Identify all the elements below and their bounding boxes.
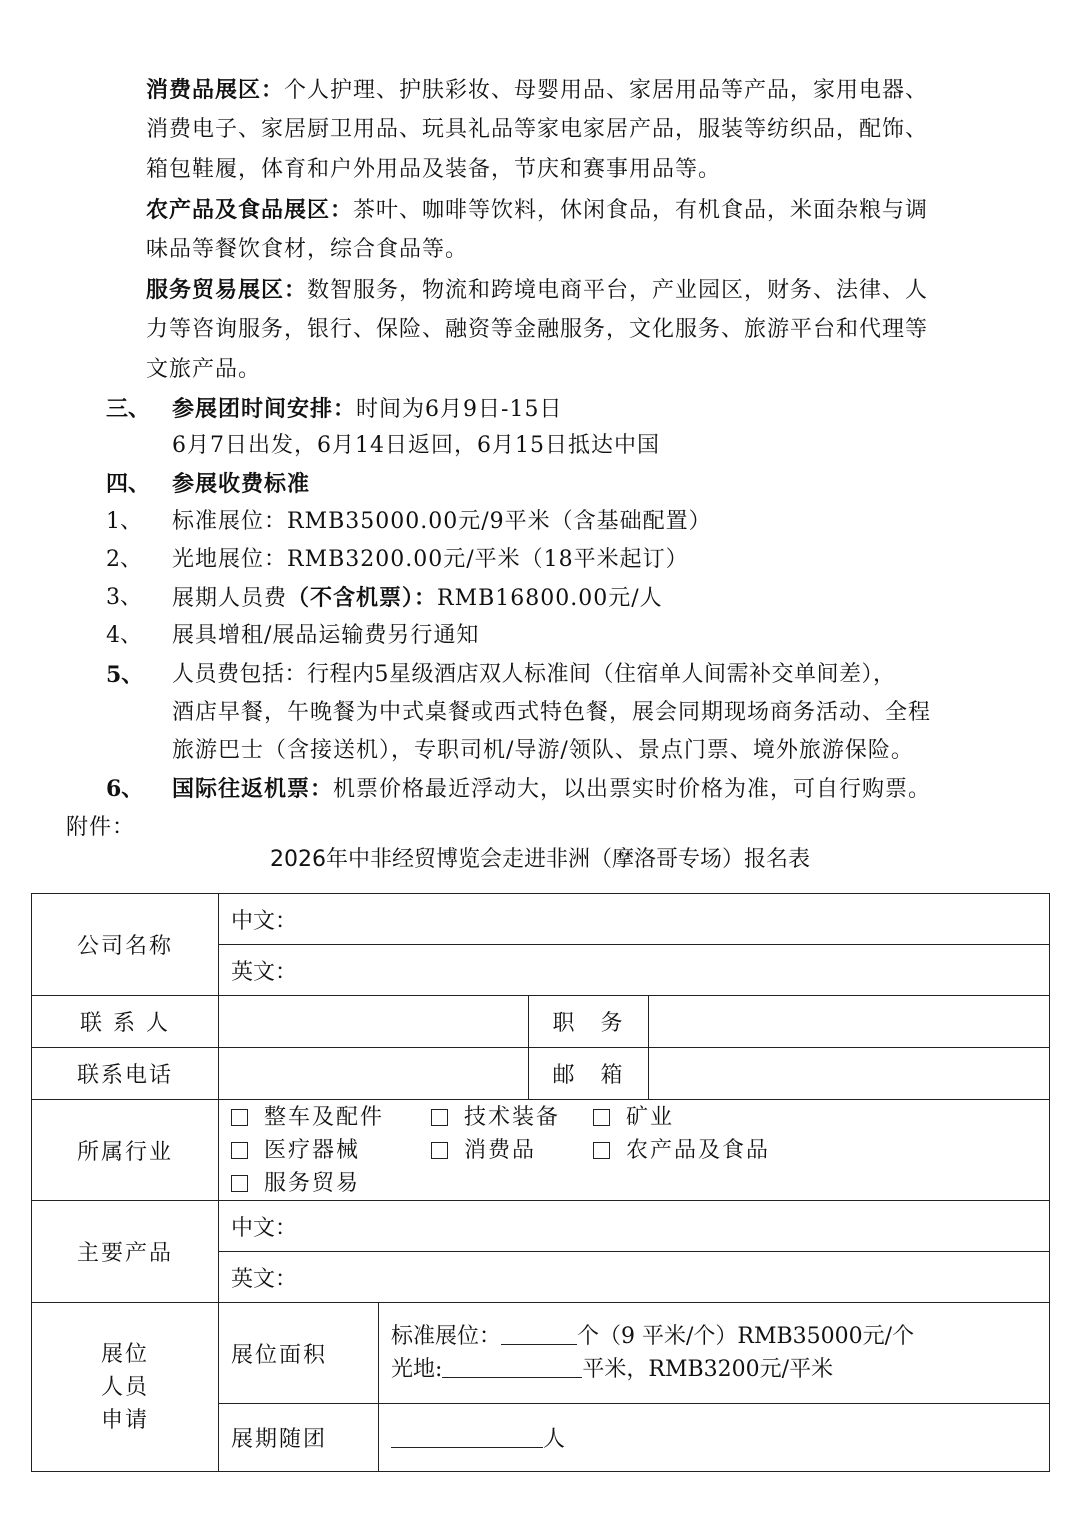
company-cn-label: 中文： [231,908,298,934]
industry-option-tech[interactable]: 技术装备 [431,1101,593,1134]
group-count-input[interactable] [391,1425,543,1448]
industry-options [219,1100,1050,1201]
contact-field[interactable] [219,996,529,1048]
products-en-label: 英文： [231,1266,298,1292]
products-cn-label: 中文： [231,1215,298,1241]
group-label: 展期随团 [219,1404,379,1472]
fee-3-number: 3、 [106,585,142,610]
booth-area-field [379,1303,1050,1404]
consumer-line-3: 箱包鞋履，体育和户外用品及装备，节庆和赛事用品等。 [146,157,722,182]
fee-2-number: 2、 [106,547,142,572]
consumer-title: 消费品展区： [146,77,285,103]
service-line-2: 力等咨询服务，银行、保险、融资等金融服务，文化服务、旅游平台和代理等 [146,317,929,342]
company-en-label: 英文： [231,959,298,985]
position-field[interactable] [649,996,1050,1048]
checkbox-icon[interactable] [431,1142,448,1159]
industry-label: 所属行业 [32,1100,219,1201]
checkbox-icon[interactable] [231,1175,248,1192]
products-label: 主要产品 [32,1201,219,1303]
email-label: 邮 箱 [529,1048,649,1100]
raw-space-line: 光地: 平米，RMB3200元/平米 [391,1357,834,1382]
products-en-field[interactable] [219,1252,1050,1303]
phone-label: 联系电话 [32,1048,219,1100]
checkbox-icon[interactable] [431,1109,448,1126]
checkbox-icon[interactable] [231,1142,248,1159]
form-title: 2026年中非经贸博览会走进非洲（摩洛哥专场）报名表 [270,847,810,872]
agri-line-1: 农产品及食品展区：茶叶、咖啡等饮料，休闲食品，有机食品，米面杂粮与调 [146,197,929,223]
industry-option-mining[interactable]: 矿业 [593,1101,674,1134]
fee-5-number: 5、 [106,662,144,688]
company-name-en-field[interactable] [219,945,1050,996]
position-label: 职 务 [529,996,649,1048]
industry-option-consumer[interactable]: 消费品 [431,1134,593,1167]
checkbox-icon[interactable] [593,1142,610,1159]
industry-option-service[interactable]: 服务贸易 [231,1167,360,1200]
contact-label: 联 系 人 [32,996,219,1048]
group-field: 人 [379,1404,1050,1472]
attachment-label: 附件： [66,815,136,840]
phone-field[interactable] [219,1048,529,1100]
fee-5-line-3: 旅游巴士（含接送机），专职司机/导游/领队、景点门票、境外旅游保险。 [172,738,914,763]
consumer-line-2: 消费电子、家居厨卫用品、玩具礼品等家电家居产品，服装等纺织品，配饰、 [146,117,929,142]
industry-option-agri[interactable]: 农产品及食品 [593,1134,770,1167]
consumer-line-1: 消费品展区：个人护理、护肤彩妆、母婴用品、家居用品等产品，家用电器、 [146,77,929,103]
fee-6-number: 6、 [106,776,144,802]
booth-application-label: 展位 人员 申请 [32,1303,219,1472]
fee-5-line-2: 酒店早餐，午晚餐为中式桌餐或西式特色餐，展会同期现场商务活动、全程 [172,700,932,725]
schedule-line-2: 6月7日出发，6月14日返回，6月15日抵达中国 [172,433,660,458]
fee-1-text: 标准展位：RMB35000.00元/9平米（含基础配置） [172,509,712,534]
standard-booth-count-input[interactable] [501,1322,577,1345]
fee-3-text: 展期人员费（不含机票）：RMB16800.00元/人 [172,585,663,611]
fee-4-number: 4、 [106,623,142,648]
fee-2-text: 光地展位：RMB3200.00元/平米（18平米起订） [172,547,689,572]
booth-area-label: 展位面积 [219,1303,379,1404]
company-name-label: 公司名称 [32,894,219,996]
service-line-3: 文旅产品。 [146,357,262,382]
schedule-number: 三、 [106,396,151,422]
fee-6-text: 国际往返机票：机票价格最近浮动大，以出票实时价格为准，可自行购票。 [172,776,932,802]
products-cn-field[interactable] [219,1201,1050,1252]
checkbox-icon[interactable] [231,1109,248,1126]
company-name-cn-field[interactable] [219,894,1050,945]
standard-booth-line: 标准展位： 个（9 平米/个）RMB35000元/个 [391,1324,915,1349]
industry-option-vehicles[interactable]: 整车及配件 [231,1101,431,1134]
fee-5-line-1: 人员费包括：行程内5星级酒店双人标准间（住宿单人间需补交单间差）， [172,662,896,687]
raw-space-area-input[interactable] [442,1355,582,1378]
schedule-title: 参展团时间安排： [172,396,357,422]
industry-option-medical[interactable]: 医疗器械 [231,1134,431,1167]
agri-line-2: 味品等餐饮食材，综合食品等。 [146,237,469,262]
fee-1-number: 1、 [106,509,142,534]
email-field[interactable] [649,1048,1050,1100]
checkbox-icon[interactable] [593,1109,610,1126]
fees-title: 参展收费标准 [172,471,311,497]
fees-number: 四、 [106,471,151,497]
agri-title: 农产品及食品展区： [146,197,354,223]
service-line-1: 服务贸易展区：数智服务，物流和跨境电商平台，产业园区，财务、法律、人 [146,277,929,303]
service-title: 服务贸易展区： [146,277,308,303]
fee-4-text: 展具增租/展品运输费另行通知 [172,623,480,648]
schedule-line-1: 参展团时间安排：时间为6月9日-15日 [172,396,563,422]
registration-form [31,893,1050,1472]
